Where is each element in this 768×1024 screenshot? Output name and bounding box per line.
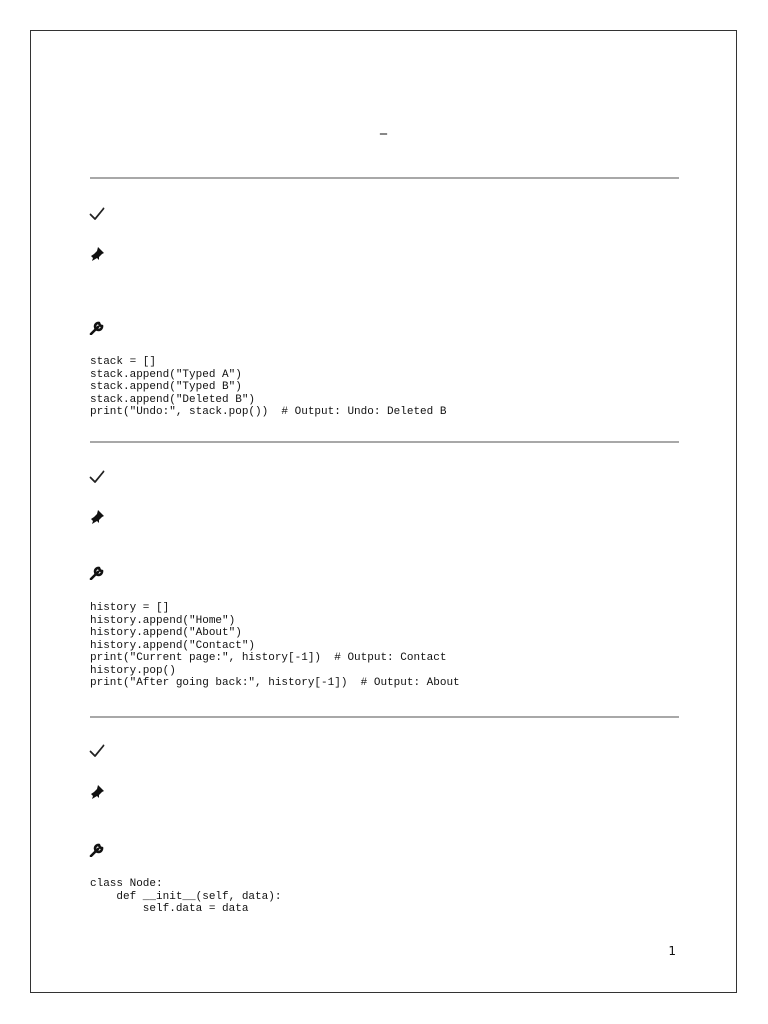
page-number: 1 [668,944,676,958]
check-icon [89,206,105,222]
code-block: history = [] history.append("Home") history.append("About") history.append("Contact") print("Current page:", history[-1]) # Output: Contact history.pop() print("After going back:", history[-1]) # Output: About [90,602,460,689]
section-divider [90,177,679,179]
check-icon [89,743,105,759]
code-block: stack = [] stack.append("Typed A") stack.append("Typed B") stack.append("Deleted B") print("Undo:", stack.pop()) # Output: Undo: Deleted B [90,356,447,418]
wrench-icon [89,319,105,335]
section-divider [90,716,679,718]
pushpin-icon [89,784,105,800]
document-page [30,30,737,993]
pushpin-icon [89,509,105,525]
pushpin-icon [89,246,105,262]
check-icon [89,469,105,485]
section-divider [90,441,679,443]
code-block: class Node: def __init__(self, data): self.data = data [90,878,282,915]
wrench-icon [89,841,105,857]
wrench-icon [89,564,105,580]
page-title: _ [380,119,387,135]
